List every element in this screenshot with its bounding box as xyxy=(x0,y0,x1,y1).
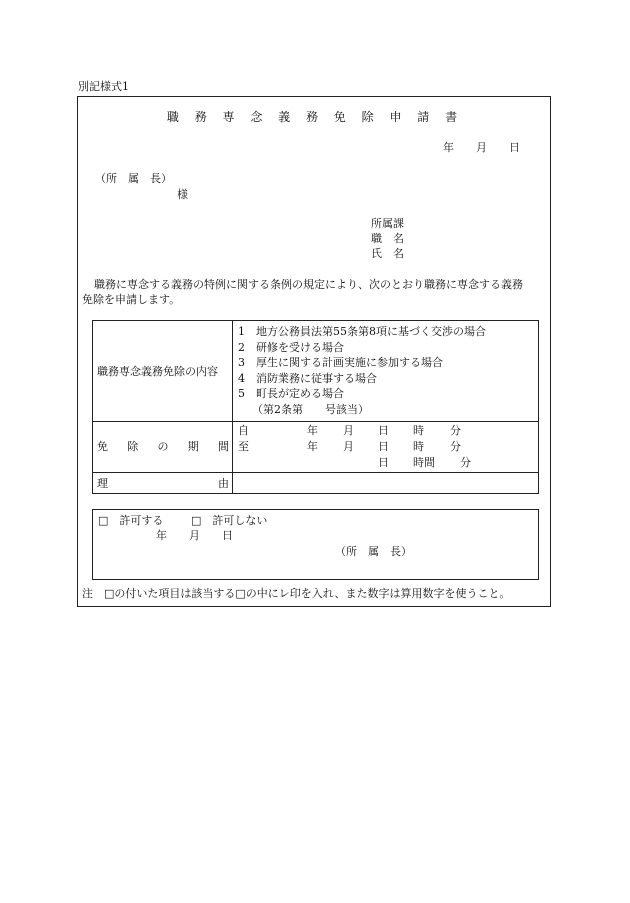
period-from-hour[interactable]: 時 xyxy=(413,424,424,437)
period-from-year[interactable]: 年 xyxy=(307,424,318,437)
period-to-year[interactable]: 年 xyxy=(307,440,318,453)
period-from-prefix: 自 xyxy=(238,424,249,437)
period-to-day[interactable]: 日 xyxy=(378,440,389,453)
table-divider-row2 xyxy=(92,472,539,473)
exemption-item-2[interactable]: 2 研修を受ける場合 xyxy=(238,341,344,354)
exemption-item-1[interactable]: 1 地方公務員法第55条第8項に基づく交渉の場合 xyxy=(238,325,486,338)
period-to-hour[interactable]: 時 xyxy=(413,440,424,453)
applicant-position[interactable]: 職 名 xyxy=(371,232,404,245)
permit-allow-checkbox[interactable]: □ 許可する xyxy=(98,514,164,527)
period-total-days[interactable]: 日 xyxy=(378,456,389,469)
recipient-honorific: 様 xyxy=(177,188,188,201)
table-divider-row1 xyxy=(92,421,539,422)
exemption-item-3[interactable]: 3 厚生に関する計画実施に参加する場合 xyxy=(238,356,443,369)
exemption-content-label: 職務専念義務免除の内容 xyxy=(97,365,218,378)
period-to-month[interactable]: 月 xyxy=(343,440,354,453)
period-from-minute[interactable]: 分 xyxy=(450,424,461,437)
period-to-minute[interactable]: 分 xyxy=(450,440,461,453)
body-text-line2: 免除を申請します。 xyxy=(82,293,181,306)
reason-label: 理 由 xyxy=(97,477,229,490)
exemption-item-5[interactable]: 5 町長が定める場合 xyxy=(238,387,344,400)
period-to-prefix: 至 xyxy=(238,440,249,453)
recipient-org: （所 属 長） xyxy=(95,172,172,185)
table-divider-vertical xyxy=(232,320,233,494)
applicant-name[interactable]: 氏 名 xyxy=(371,247,404,260)
period-total-hours[interactable]: 時間 xyxy=(413,456,435,469)
reason-field[interactable] xyxy=(236,475,536,491)
period-label: 免 除 の 期 間 xyxy=(97,440,229,453)
permit-date: 年 月 日 xyxy=(156,529,233,542)
permit-authority: （所 属 長） xyxy=(335,545,412,558)
form-label: 別記様式1 xyxy=(78,80,129,93)
footnote: 注 □の付いた項目は該当する□の中にレ印を入れ、また数字は算用数字を使うこと。 xyxy=(82,587,511,600)
applicant-department[interactable]: 所属課 xyxy=(371,217,404,230)
period-total-minutes[interactable]: 分 xyxy=(460,456,471,469)
body-text-line1: 職務に専念する義務の特例に関する条例の規定により、次のとおり職務に専念する義務 xyxy=(94,278,523,291)
period-from-month[interactable]: 月 xyxy=(343,424,354,437)
application-date: 年 月 日 xyxy=(443,141,520,154)
exemption-item-4[interactable]: 4 消防業務に従事する場合 xyxy=(238,372,377,385)
form-title: 職 務 専 念 義 務 免 除 申 請 書 xyxy=(166,110,464,124)
period-from-day[interactable]: 日 xyxy=(378,424,389,437)
exemption-item-5-clause[interactable]: （第2条第 号該当） xyxy=(252,403,369,416)
permit-deny-checkbox[interactable]: □ 許可しない xyxy=(191,514,268,527)
